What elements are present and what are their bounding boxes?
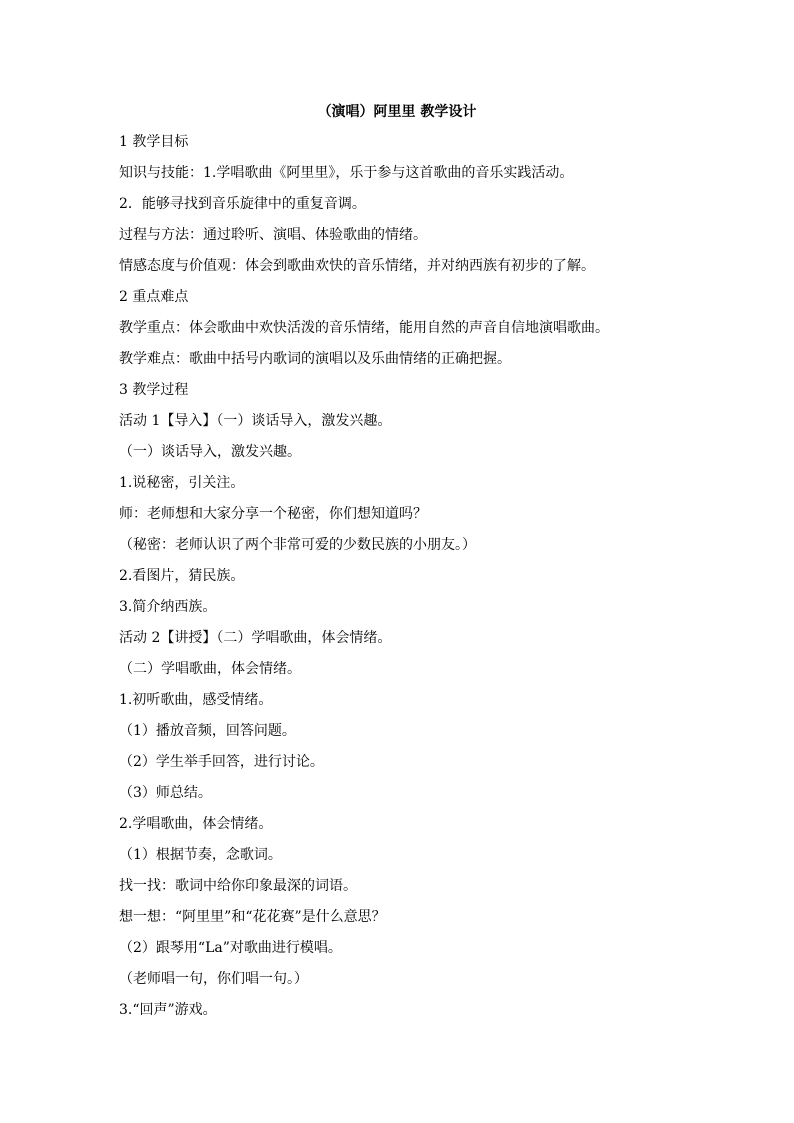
paragraph-line: 知识与技能：1.学唱歌曲《阿里里》，乐于参与这首歌曲的音乐实践活动。	[119, 165, 574, 181]
paragraph-line: 3.“回声”游戏。	[119, 1002, 217, 1018]
paragraph-line: 想一想：“阿里里”和“花花赛”是什么意思？	[119, 909, 386, 925]
document-title: （演唱）阿里里 教学设计	[317, 104, 477, 120]
paragraph-line: 2 重点难点	[119, 289, 189, 305]
paragraph-line: （秘密：老师认识了两个非常可爱的少数民族的小朋友。）	[119, 537, 476, 553]
paragraph-line: （2）学生举手回答，进行讨论。	[119, 754, 324, 770]
paragraph-line: （老师唱一句，你们唱一句。）	[119, 971, 308, 987]
paragraph-line: 找一找：歌词中给你印象最深的词语。	[119, 878, 357, 894]
paragraph-line: 情感态度与价值观：体会到歌曲欢快的音乐情绪，并对纳西族有初步的了解。	[119, 258, 595, 274]
paragraph-line: （一）谈话导入，激发兴趣。	[119, 444, 301, 460]
paragraph-line: 3 教学过程	[119, 382, 189, 398]
paragraph-line: 过程与方法：通过聆听、演唱、体验歌曲的情绪。	[119, 227, 427, 243]
document-body	[119, 131, 679, 1030]
paragraph-line: （1）播放音频，回答问题。	[119, 723, 296, 739]
paragraph-line: （3）师总结。	[119, 785, 212, 801]
paragraph-line: 教学重点：体会歌曲中欢快活泼的音乐情绪，能用自然的声音自信地演唱歌曲。	[119, 320, 609, 336]
paragraph-line: 3.简介纳西族。	[119, 599, 217, 615]
paragraph-line: 活动 2【讲授】（二）学唱歌曲，体会情绪。	[119, 630, 392, 646]
paragraph-line: 活动 1【导入】（一）谈话导入，激发兴趣。	[119, 413, 392, 429]
paragraph-line: 2．能够寻找到音乐旋律中的重复音调。	[119, 196, 366, 212]
paragraph-line: 教学难点：歌曲中括号内歌词的演唱以及乐曲情绪的正确把握。	[119, 351, 511, 367]
paragraph-line: 师：老师想和大家分享一个秘密，你们想知道吗？	[119, 506, 427, 522]
paragraph-line: 2.看图片，猜民族。	[119, 568, 245, 584]
paragraph-line: 2.学唱歌曲，体会情绪。	[119, 816, 273, 832]
paragraph-line: （2）跟琴用“La”对歌曲进行模唱。	[119, 940, 342, 956]
paragraph-line: 1 教学目标	[119, 134, 189, 150]
paragraph-line: 1.说秘密，引关注。	[119, 475, 245, 491]
paragraph-line: 1.初听歌曲，感受情绪。	[119, 692, 273, 708]
paragraph-line: （1）根据节奏，念歌词。	[119, 847, 282, 863]
paragraph-line: （二）学唱歌曲，体会情绪。	[119, 661, 301, 677]
